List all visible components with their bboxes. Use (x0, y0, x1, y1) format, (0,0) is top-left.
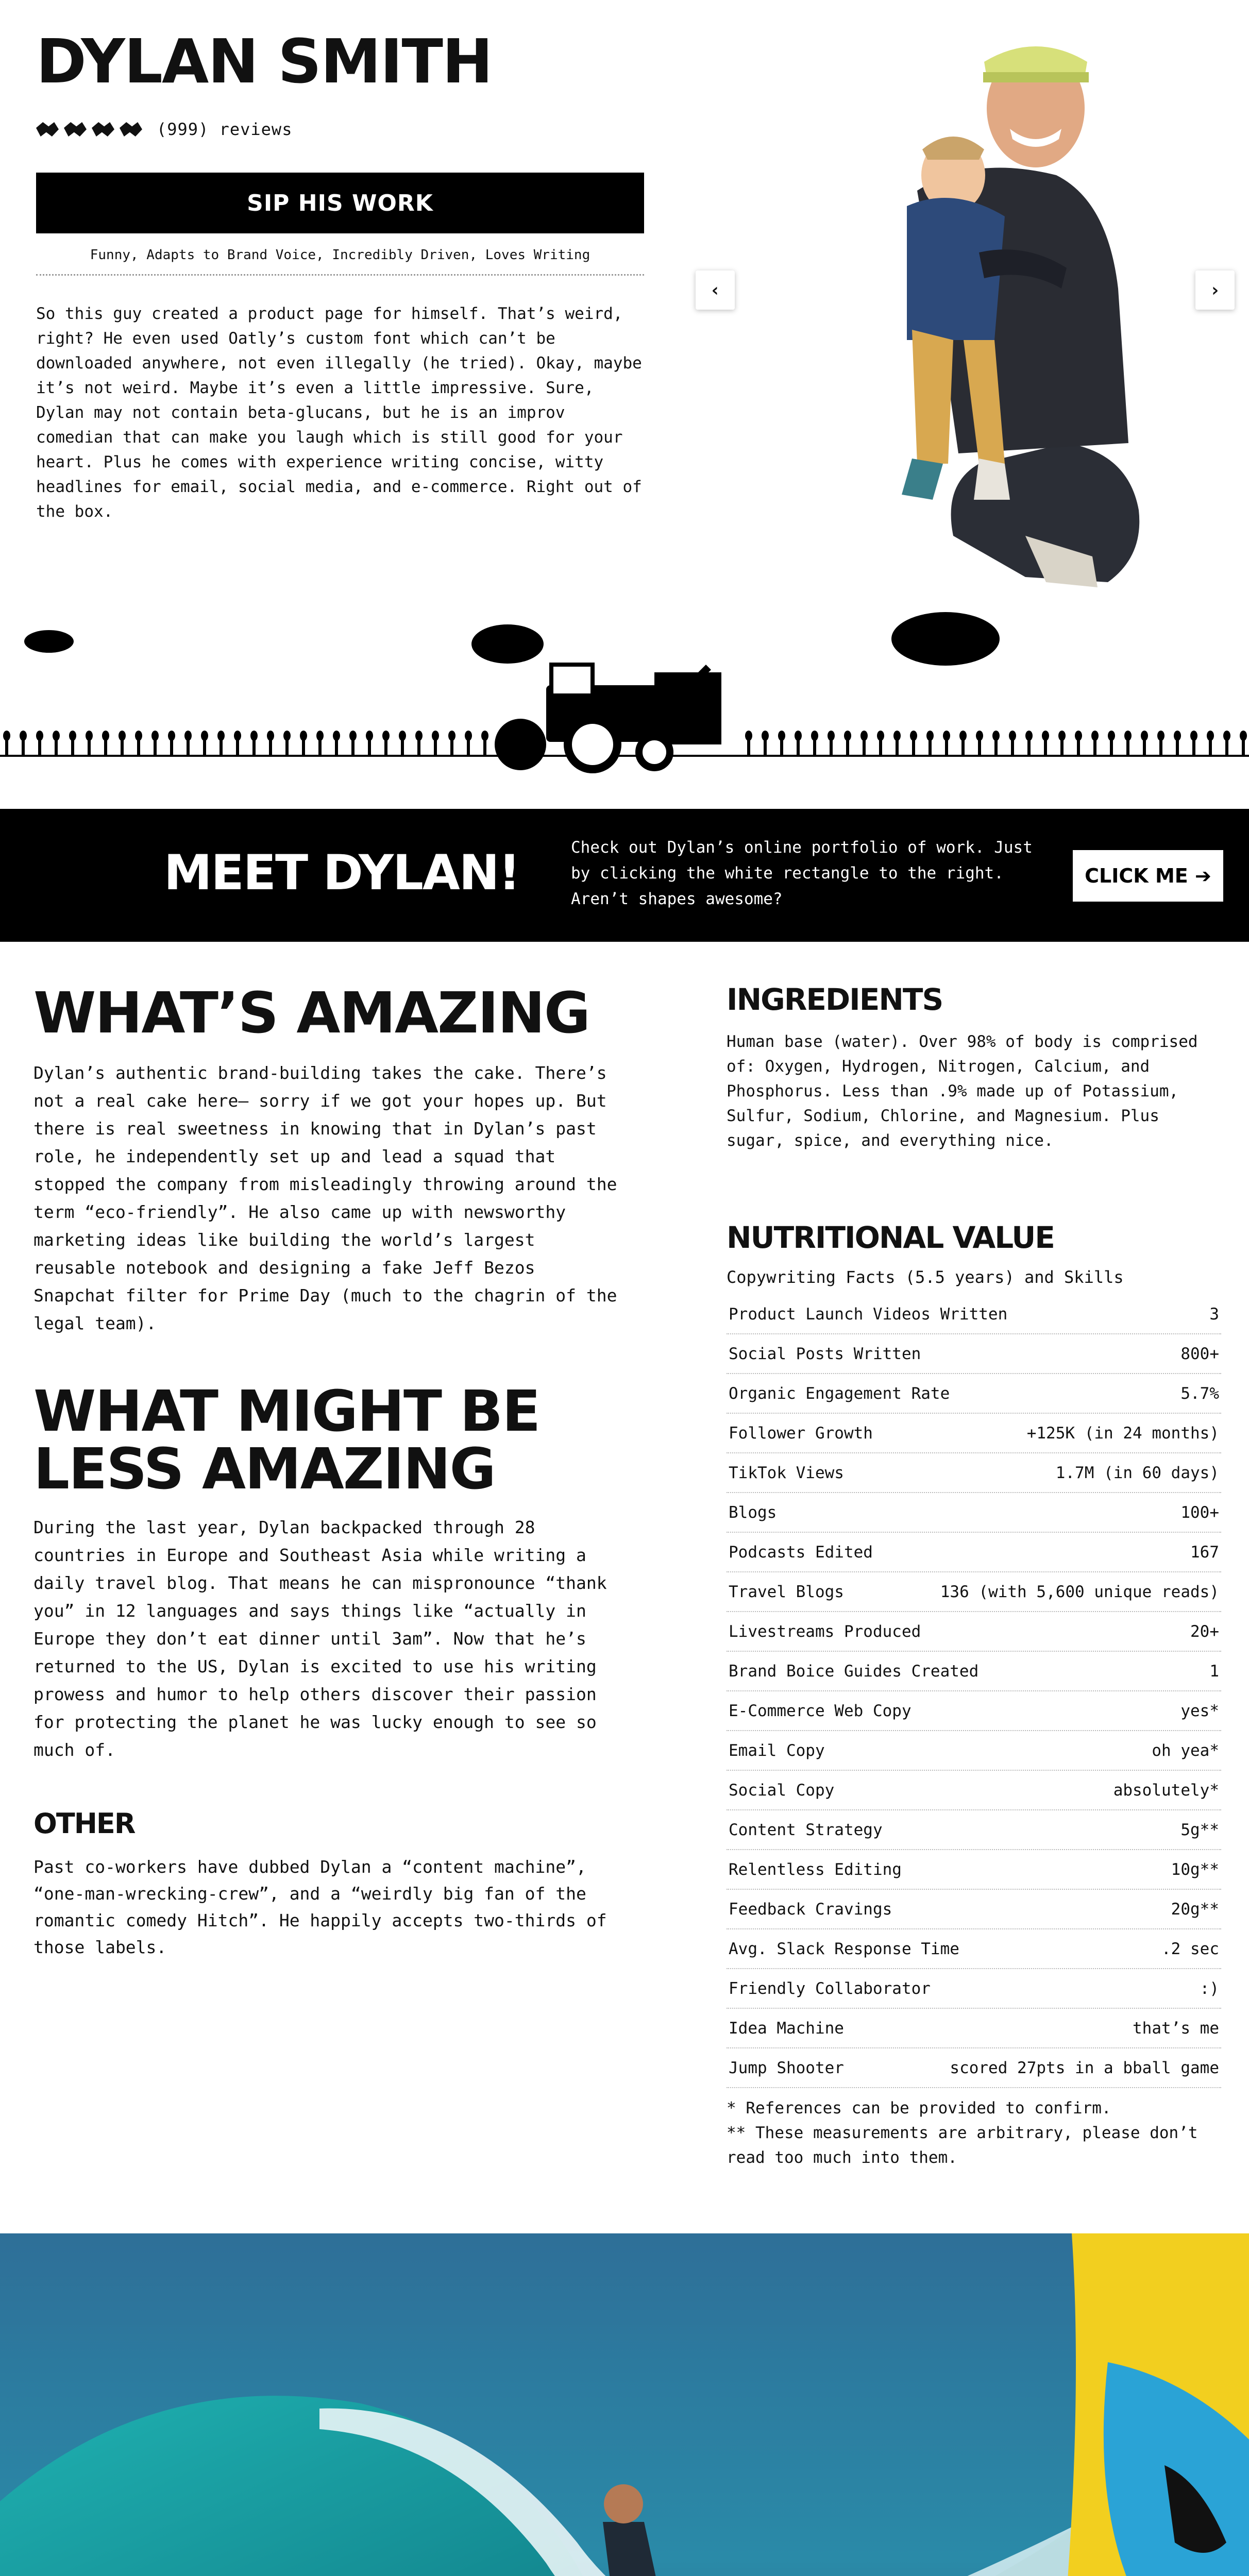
star-icon (92, 122, 114, 137)
fact-label: TikTok Views (729, 1463, 844, 1482)
fact-row (727, 2009, 1221, 2048)
fact-label: Content Strategy (729, 1820, 883, 1839)
fact-row (727, 1493, 1221, 1533)
fact-row (727, 1652, 1221, 1691)
crop-head (283, 731, 291, 741)
fact-label: Social Posts Written (729, 1344, 921, 1363)
fact-value: 3 (1209, 1304, 1219, 1324)
crop-head (20, 731, 27, 741)
tagline: Funny, Adapts to Brand Voice, Incredibly Driven, Loves Writing (36, 247, 644, 276)
fact-value: .2 sec (1161, 1939, 1219, 1958)
crop-head (943, 731, 950, 741)
fact-row (727, 2048, 1221, 2088)
crop-head (234, 731, 241, 741)
fact-value: 10g** (1171, 1860, 1219, 1879)
other-heading: OTHER (33, 1807, 135, 1840)
fact-row (727, 1572, 1221, 1612)
fact-label: Product Launch Videos Written (729, 1304, 1008, 1324)
crop-head (778, 731, 785, 741)
fact-row (727, 1969, 1221, 2009)
crop-head (465, 731, 472, 741)
fact-row (727, 1414, 1221, 1453)
crop-head (1207, 731, 1214, 741)
surf-scene-image (0, 2233, 1249, 2576)
crop-head (1042, 731, 1049, 741)
crop-head (316, 731, 324, 741)
crop-head (415, 731, 423, 741)
crop-head (910, 731, 917, 741)
crop-head (217, 731, 225, 741)
crop-head (992, 731, 1000, 741)
less-amazing-copy: During the last year, Dylan backpacked through 28 countries in Europe and Southeast Asia while writing a daily travel blog. That means he can mispronounce “thank you” in 12 languages and says things like “actually in Europe they don’t eat dinner until 3am”. Now that he’s returned to the US, Dylan is excited to use his writing prowess and humor to help others discover their passion for protecting the planet he was lucky enough to see so much of. (33, 1517, 607, 1760)
hero-description: So this guy created a product page for himself. That’s weird, right? He even used Oatly’s custom font which can’t be downloaded anywhere, not even illegally (he tried). Okay, maybe it’s not weird. Maybe it’s even a little impressive. Sure, Dylan may not contain beta-glucans, but he is an improv comedian that can make you laugh which is still good for your heart. Plus he comes with experience writing concise, witty headlines for email, social media, and e-commerce. Right out of the box. (36, 304, 642, 521)
fact-value: 100+ (1180, 1503, 1219, 1522)
harvester-field-illustration (0, 598, 1249, 809)
dylan-photo (737, 21, 1211, 592)
crop-head (481, 731, 488, 741)
product-title: DYLAN SMITH (36, 26, 492, 97)
fact-label: Friendly Collaborator (729, 1979, 931, 1998)
star-icon (64, 122, 87, 137)
fact-value: +125K (in 24 months) (1026, 1423, 1219, 1443)
crop-head (1075, 731, 1082, 741)
crop-head (300, 731, 307, 741)
fact-value: 800+ (1180, 1344, 1219, 1363)
crop-head (119, 731, 126, 741)
chevron-right-icon: › (1209, 279, 1221, 301)
crop-head (102, 731, 109, 741)
rating-stars (36, 122, 142, 137)
fact-value: :) (1200, 1979, 1219, 1998)
crop-head (1223, 731, 1230, 741)
crop-head (366, 731, 373, 741)
crop-head (399, 731, 406, 741)
fact-row (727, 1691, 1221, 1731)
footnotes (727, 2096, 1221, 2170)
fact-label: E-Commerce Web Copy (729, 1701, 912, 1720)
ingredients-copy: Human base (water). Over 98% of body is comprised of: Oxygen, Hydrogen, Nitrogen, Calcium, and Phosphorus. Less than .9% made up of Potassium, Sulfur, Sodium, Chlorine, and Magnesium. Plus sugar, spice, and everything nice. (727, 1032, 1198, 1150)
crop-head (1091, 731, 1099, 741)
ingredients-heading: INGREDIENTS (727, 982, 943, 1017)
fact-value: absolutely* (1113, 1781, 1219, 1800)
crop-head (3, 731, 10, 741)
fact-row (727, 1295, 1221, 1334)
crop-head (448, 731, 455, 741)
crop-head (53, 731, 60, 741)
footnote: * References can be provided to confirm. (727, 2099, 1111, 2117)
fact-label: Social Copy (729, 1781, 835, 1800)
crop-head (795, 731, 802, 741)
fact-label: Follower Growth (729, 1423, 873, 1443)
fact-label: Jump Shooter (729, 2058, 844, 2077)
crop-head (926, 731, 934, 741)
fact-row (727, 1533, 1221, 1572)
crop-head (877, 731, 884, 741)
crop-head (844, 731, 851, 741)
crop-head (1058, 731, 1066, 741)
meet-dylan-banner (0, 809, 1249, 942)
sip-his-work-button[interactable]: SIP HIS WORK (36, 173, 644, 233)
crop-head (762, 731, 769, 741)
fact-label: Organic Engagement Rate (729, 1384, 950, 1403)
chevron-left-icon: ‹ (710, 279, 721, 301)
fact-row (727, 1453, 1221, 1493)
fact-label: Podcasts Edited (729, 1543, 873, 1562)
crop-head (828, 731, 835, 741)
crop-head (86, 731, 93, 741)
fact-row (727, 1334, 1221, 1374)
crop-head (36, 731, 43, 741)
crop-head (349, 731, 357, 741)
crop-head (432, 731, 439, 741)
crop-head (976, 731, 983, 741)
star-icon (36, 122, 59, 137)
carousel-next-button[interactable] (1195, 270, 1235, 310)
crop-head (1009, 731, 1016, 741)
crop-head (1025, 731, 1033, 741)
crop-head (1108, 731, 1115, 741)
crop-head (135, 731, 142, 741)
fact-value: 5g** (1180, 1820, 1219, 1839)
review-count[interactable]: (999) reviews (157, 120, 293, 139)
fact-label: Email Copy (729, 1741, 825, 1760)
fact-label: Livestreams Produced (729, 1622, 921, 1641)
meet-title: MEET DYLAN! (164, 845, 520, 901)
fact-value: scored 27pts in a bball game (950, 2058, 1219, 2077)
fact-label: Avg. Slack Response Time (729, 1939, 959, 1958)
fact-row (727, 1850, 1221, 1890)
nutrition-facts-table (727, 1295, 1221, 2088)
fact-value: 5.7% (1180, 1384, 1219, 1403)
fact-value: 167 (1190, 1543, 1219, 1562)
fact-row (727, 1374, 1221, 1414)
fact-value: that’s me (1133, 2019, 1219, 2038)
crop-head (860, 731, 868, 741)
fact-value: yes* (1180, 1701, 1219, 1720)
crop-head (811, 731, 818, 741)
nutrition-subtitle: Copywriting Facts (5.5 years) and Skills (727, 1267, 1124, 1287)
fact-row (727, 1771, 1221, 1810)
crop-head (1240, 731, 1247, 741)
fact-value: 136 (with 5,600 unique reads) (940, 1582, 1219, 1601)
fact-value: 20+ (1190, 1622, 1219, 1641)
hero-section (0, 0, 1249, 809)
details-section (0, 942, 1249, 2233)
amazing-heading: WHAT’S AMAZING (33, 980, 590, 1046)
crop-head (893, 731, 901, 741)
fact-row (727, 1612, 1221, 1652)
crop-head (250, 731, 258, 741)
crop-head (168, 731, 175, 741)
crop-head (184, 731, 192, 741)
crop-head (745, 731, 752, 741)
nutrition-heading: NUTRITIONAL VALUE (727, 1220, 1054, 1255)
fact-label: Idea Machine (729, 2019, 844, 2038)
crop-head (151, 731, 159, 741)
portfolio-button[interactable]: CLICK ME ➔ (1073, 850, 1223, 902)
fact-label: Feedback Cravings (729, 1900, 892, 1919)
fact-value: 1 (1209, 1662, 1219, 1681)
fact-label: Travel Blogs (729, 1582, 844, 1601)
crop-head (69, 731, 76, 741)
rating-row (36, 120, 292, 139)
surfing-photo (0, 2233, 1249, 2576)
crop-head (1190, 731, 1197, 741)
crop-head (333, 731, 340, 741)
footnote: ** These measurements are arbitrary, please don’t read too much into them. (727, 2124, 1198, 2167)
less-amazing-heading: WHAT MIGHT BE LESS AMAZING (33, 1378, 540, 1502)
carousel-prev-button[interactable] (696, 270, 735, 310)
fact-value: 1.7M (in 60 days) (1055, 1463, 1219, 1482)
crop-head (267, 731, 274, 741)
fact-row (727, 1929, 1221, 1969)
fact-label: Brand Boice Guides Created (729, 1662, 979, 1681)
fact-row (727, 1731, 1221, 1771)
fact-label: Relentless Editing (729, 1860, 902, 1879)
other-copy: Past co-workers have dubbed Dylan a “content machine”, “one-man-wrecking-crew”, and a “weirdly big fan of the romantic comedy Hitch”. He happily accepts two-thirds of those labels. (33, 1857, 607, 1957)
crop-head (382, 731, 390, 741)
fact-row (727, 1810, 1221, 1850)
crop-head (1174, 731, 1181, 741)
crop-head (959, 731, 967, 741)
meet-copy: Check out Dylan’s online portfolio of work. Just by clicking the white rectangle to the right. Aren’t shapes awesome? (571, 838, 1033, 908)
fact-value: 20g** (1171, 1900, 1219, 1919)
fact-row (727, 1890, 1221, 1929)
crop-head (1157, 731, 1164, 741)
fact-label: Blogs (729, 1503, 777, 1522)
crop-head (1141, 731, 1148, 741)
amazing-copy: Dylan’s authentic brand-building takes the cake. There’s not a real cake here– sorry if we got your hopes up. But there is real sweetness in knowing that in Dylan’s past role, he independently set up and lead a squad that stopped the company from misleadingly throwing around the term “eco-friendly”. He also came up with newsworthy marketing ideas like building the world’s largest reusable notebook and designing a fake Jeff Bezos Snapchat filter for Prime Day (much to the chagrin of the legal team). (33, 1063, 617, 1333)
star-icon (120, 122, 142, 137)
fact-value: oh yea* (1152, 1741, 1219, 1760)
crop-head (201, 731, 208, 741)
crop-head (1124, 731, 1132, 741)
